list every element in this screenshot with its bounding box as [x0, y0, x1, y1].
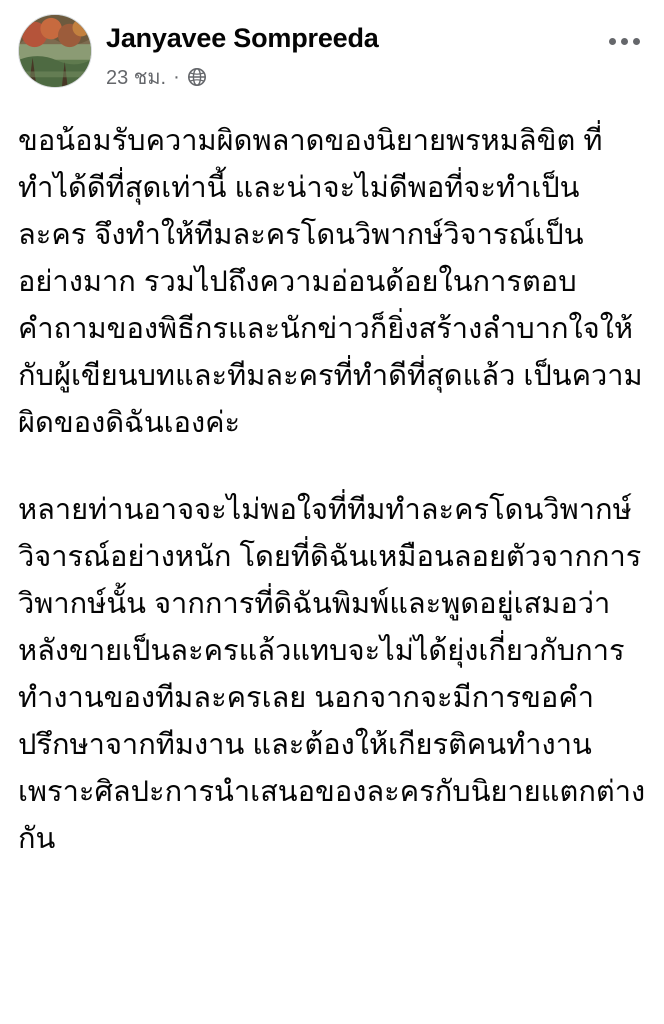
meta-separator: ·	[173, 65, 180, 88]
avatar[interactable]	[18, 14, 92, 88]
globe-icon[interactable]	[187, 67, 207, 87]
author-name[interactable]: Janyavee Sompreeda	[106, 23, 379, 53]
post-author-block	[106, 14, 379, 93]
more-dot	[633, 38, 640, 45]
post-text-content	[18, 118, 646, 863]
more-dot	[621, 38, 628, 45]
post-meta	[106, 61, 379, 93]
post-header	[18, 14, 646, 96]
post-paragraph: หลายท่านอาจจะไม่พอใจที่ทีมทำละครโดนวิพากษ์วิจารณ์อย่างหนัก โดยที่ดิฉันเหมือนลอยตัวจากการวิพากษ์นั้น จากการที่ดิฉันพิมพ์และพูดอยู่เสมอว่า หลังขายเป็นละครแล้วแทบจะไม่ได้ยุ่งเกี่ยวกับการทำงานของทีมละครเลย นอกจากจะมีการขอคำปรึกษาจากทีมงาน และต้องให้เกียรติคนทำงาน เพราะศิลปะการนำเสนอของละครกับนิยายแตกต่างกัน	[18, 493, 646, 855]
post-timestamp[interactable]: 23 ชม.	[106, 67, 167, 90]
more-dot	[609, 38, 616, 45]
more-options-icon[interactable]	[605, 32, 644, 51]
post-paragraph: ขอน้อมรับความผิดพลาดของนิยายพรหมลิขิต ที่ทำได้ดีที่สุดเท่านี้ และน่าจะไม่ดีพอที่จะทำเป็นละคร จึงทำให้ทีมละครโดนวิพากษ์วิจารณ์เป็นอย่างมาก รวมไปถึงความอ่อนด้อยในการตอบคำถามของพิธีกรและนักข่าวก็ยิ่งสร้างลำบากใจให้กับผู้เขียนบทและทีมละครที่ทำดีที่สุดแล้ว เป็นความผิดของดิฉันเองค่ะ	[18, 125, 643, 439]
